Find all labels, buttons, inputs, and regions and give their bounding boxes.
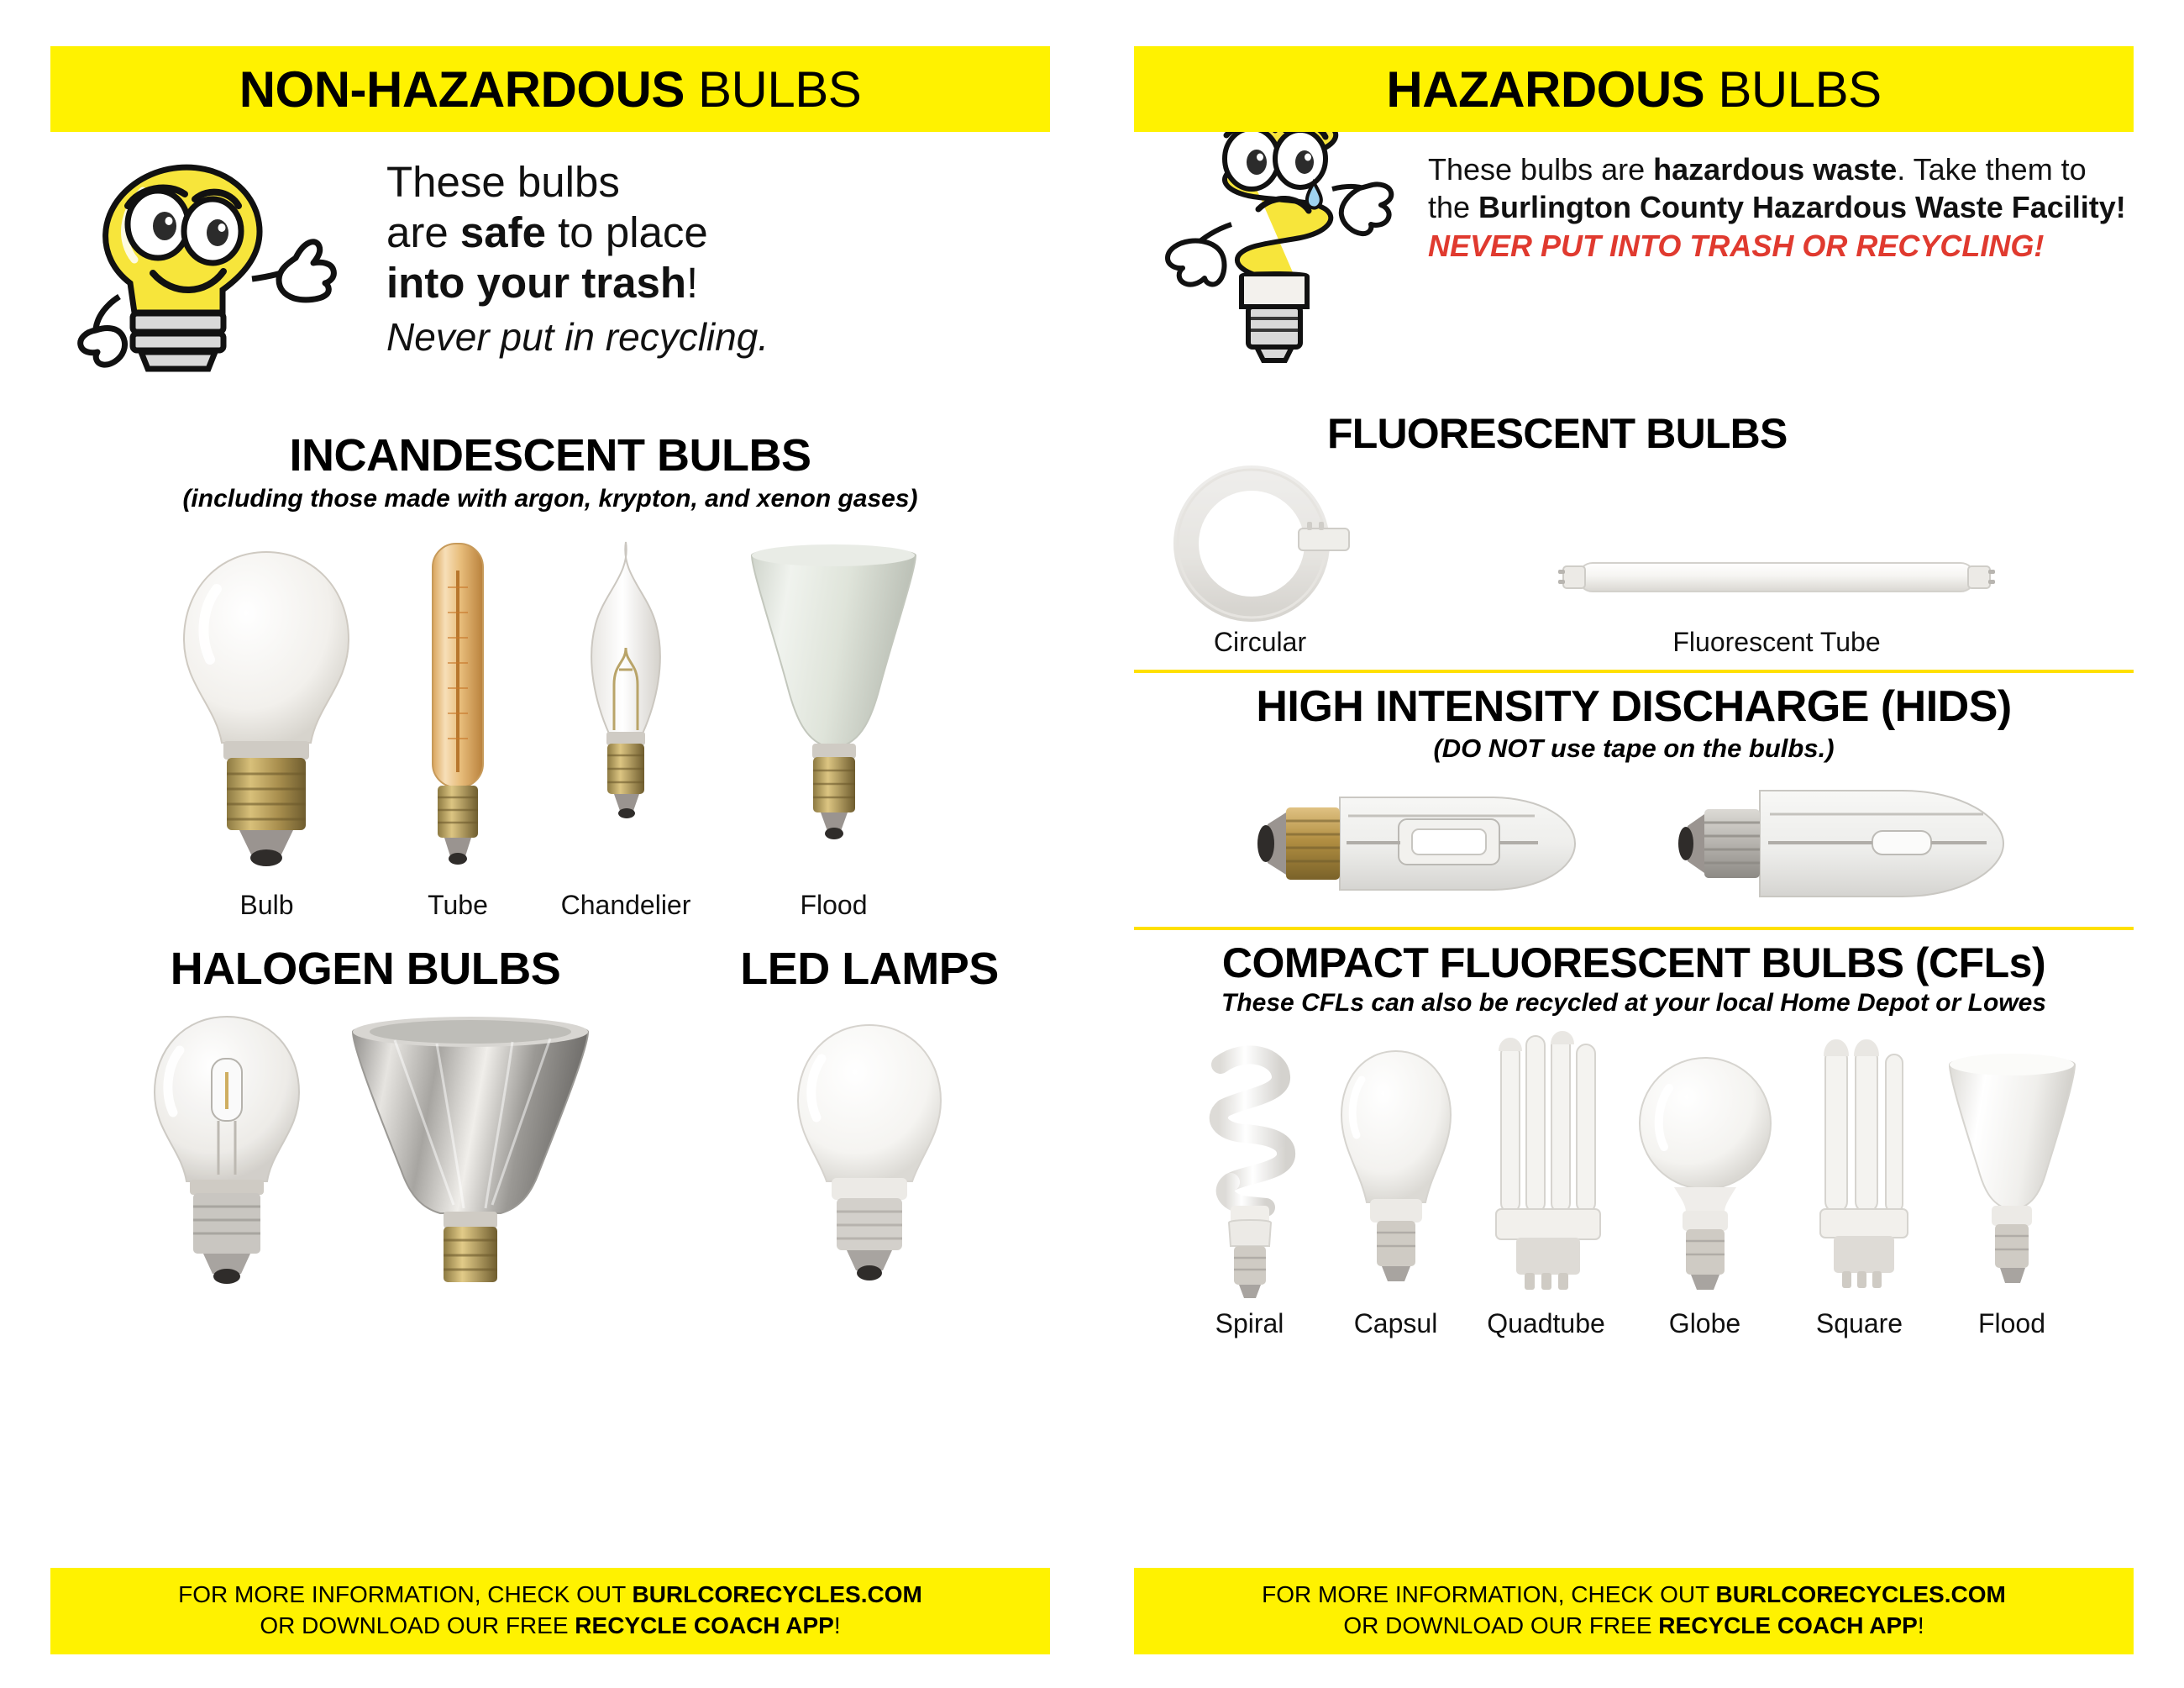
incandescent-tube-item — [407, 537, 508, 921]
flood-bulb-icon — [743, 537, 924, 890]
footer-r-line1-a: FOR MORE INFORMATION, CHECK OUT — [1262, 1581, 1716, 1608]
intro-line1: These bulbs — [386, 158, 620, 206]
hazardous-header — [1134, 46, 2134, 132]
halogen-led-row — [50, 943, 1050, 1292]
hid-bulb-b-item — [1667, 772, 2029, 915]
intro-note: Never put in recycling. — [386, 314, 769, 359]
hid-bulb-a-item — [1239, 772, 1600, 915]
cfl-globe-label: Globe — [1668, 1308, 1741, 1338]
halogen-section — [50, 943, 680, 1292]
hazardous-intro — [1134, 132, 2134, 418]
cfl-spiral-icon — [1187, 1031, 1313, 1308]
footer-app-name: RECYCLE COACH APP — [575, 1612, 834, 1638]
incandescent-bulb-row — [50, 537, 1050, 921]
cfl-spiral-item — [1187, 1031, 1313, 1339]
chandelier-bulb-icon — [559, 537, 693, 890]
footer-line2-a: OR DOWNLOAD OUR FREE — [260, 1612, 575, 1638]
cfl-quadtube-icon — [1479, 1031, 1614, 1308]
incandescent-subtitle: (including those made with argon, krypton, and xenon gases) — [182, 485, 918, 513]
cfl-capsul-label: Capsul — [1353, 1308, 1438, 1338]
cfl-subtitle — [1134, 989, 2134, 1018]
intro-line2-c: to place — [545, 208, 708, 257]
non-hazardous-header — [50, 46, 1050, 132]
intro-line3-bold: into your trash — [386, 259, 687, 308]
hazardous-header-light: BULBS — [1718, 60, 1882, 118]
cfl-square-label: Square — [1815, 1308, 1903, 1338]
non-hazardous-panel — [50, 46, 1050, 1654]
hazardous-intro-t3: . Take them to the — [1428, 152, 2087, 225]
flood-bulb-label: Flood — [800, 890, 868, 920]
footer-r-website[interactable]: BURLCORECYCLES.COM — [1715, 1581, 2006, 1608]
flood-bulb-item — [743, 537, 924, 921]
cfl-capsul-icon — [1333, 1031, 1459, 1308]
incandescent-bulb-label: Bulb — [239, 890, 294, 920]
incandescent-section — [50, 429, 1050, 921]
cfl-capsul-item — [1333, 1031, 1459, 1339]
halogen-bulb-row — [50, 1007, 680, 1292]
hazardous-panel — [1134, 46, 2134, 1654]
cfl-quadtube-label: Quadtube — [1487, 1308, 1605, 1338]
happy-bulb-icon — [50, 132, 386, 401]
halogen-title: HALOGEN BULBS — [170, 944, 561, 994]
hid-row — [1134, 772, 2134, 915]
cfl-flood-label: Flood — [1977, 1308, 2046, 1338]
incandescent-tube-label: Tube — [428, 890, 488, 920]
happy-bulb-mascot — [50, 132, 386, 401]
cfl-subtitle-bold: CFLs — [1301, 989, 1365, 1017]
footer-line2-c: ! — [833, 1612, 841, 1638]
sad-cfl-mascot — [1134, 132, 1428, 418]
hid-title: HIGH INTENSITY DISCHARGE (HIDS) — [1256, 682, 2012, 731]
non-hazardous-intro-text — [386, 132, 1050, 401]
fluorescent-title: FLUORESCENT BULBS — [1327, 410, 1788, 457]
hazardous-intro-t4: Burlington County Hazardous Waste Facility! — [1478, 190, 2126, 225]
hazardous-footer — [1134, 1568, 2134, 1654]
cfl-row — [1134, 1031, 2134, 1339]
cfl-globe-icon — [1634, 1031, 1777, 1308]
halogen-bulb-icon — [134, 1007, 319, 1292]
cfl-spiral-label: Spiral — [1215, 1308, 1284, 1338]
halogen-bulb-item — [134, 1007, 319, 1292]
non-hazardous-intro — [50, 132, 1050, 401]
intro-line2-bold: safe — [459, 208, 546, 257]
hid-section — [1134, 681, 2134, 915]
halogen-par-bulb-item — [344, 1007, 596, 1292]
hazardous-intro-text — [1428, 132, 2134, 418]
incandescent-tube-icon — [407, 537, 508, 890]
footer-website[interactable]: BURLCORECYCLES.COM — [632, 1581, 922, 1608]
fluorescent-tube-item — [1420, 526, 2134, 658]
led-lamp-icon — [773, 1007, 966, 1292]
intro-line3-b: ! — [686, 259, 699, 308]
footer-line1-a: FOR MORE INFORMATION, CHECK OUT — [178, 1581, 633, 1608]
hid-subtitle: (DO NOT use tape on the bulbs.) — [1433, 734, 1835, 763]
cfl-square-icon — [1797, 1031, 1923, 1308]
led-lamp-row — [689, 1007, 1050, 1292]
incandescent-bulb-item — [176, 537, 357, 921]
fluorescent-tube-icon — [1558, 526, 1995, 627]
footer-r-line2-c: ! — [1917, 1612, 1924, 1638]
fluorescent-row — [1134, 463, 2134, 658]
cfl-subtitle-a: These — [1221, 989, 1302, 1017]
hazardous-intro-t2: hazardous waste — [1653, 152, 1898, 187]
footer-r-line2-a: OR DOWNLOAD OUR FREE — [1343, 1612, 1659, 1638]
non-hazardous-header-bold: NON-HAZARDOUS — [239, 60, 685, 118]
divider-2 — [1134, 927, 2134, 930]
intro-line2-a: are — [386, 208, 460, 257]
divider-1 — [1134, 670, 2134, 673]
led-title: LED LAMPS — [740, 944, 999, 994]
cfl-subtitle-c: can also be recycled at your local Home Depot or Lowes — [1364, 989, 2046, 1017]
led-section — [689, 943, 1050, 1292]
cfl-flood-item — [1943, 1031, 2082, 1339]
cfl-flood-icon — [1943, 1031, 2082, 1308]
chandelier-bulb-label: Chandelier — [560, 890, 691, 920]
hid-bulb-a-icon — [1239, 772, 1600, 915]
circular-fluorescent-item — [1151, 463, 1369, 658]
cfl-globe-item — [1634, 1031, 1777, 1339]
incandescent-bulb-icon — [176, 537, 357, 890]
circular-fluorescent-icon — [1151, 463, 1369, 627]
circular-fluorescent-label: Circular — [1213, 627, 1307, 657]
incandescent-title: INCANDESCENT BULBS — [289, 430, 811, 481]
cfl-square-item — [1797, 1031, 1923, 1339]
hazardous-intro-warning: NEVER PUT INTO TRASH OR RECYCLING! — [1428, 228, 2045, 263]
cfl-quadtube-item — [1479, 1031, 1614, 1339]
cfl-title: COMPACT FLUORESCENT BULBS (CFLs) — [1221, 939, 2046, 986]
fluorescent-tube-label: Fluorescent Tube — [1672, 627, 1881, 657]
halogen-par-bulb-icon — [344, 1007, 596, 1292]
non-hazardous-footer — [50, 1568, 1050, 1654]
led-lamp-item — [773, 1007, 966, 1292]
fluorescent-section — [1134, 409, 2134, 658]
cfl-section — [1134, 939, 2134, 1339]
hid-bulb-b-icon — [1667, 772, 2029, 915]
chandelier-bulb-item — [559, 537, 693, 921]
footer-r-app-name: RECYCLE COACH APP — [1658, 1612, 1918, 1638]
hazardous-header-bold: HAZARDOUS — [1386, 60, 1705, 118]
non-hazardous-header-light: BULBS — [698, 60, 862, 118]
hazardous-intro-t1: These bulbs are — [1428, 152, 1654, 187]
